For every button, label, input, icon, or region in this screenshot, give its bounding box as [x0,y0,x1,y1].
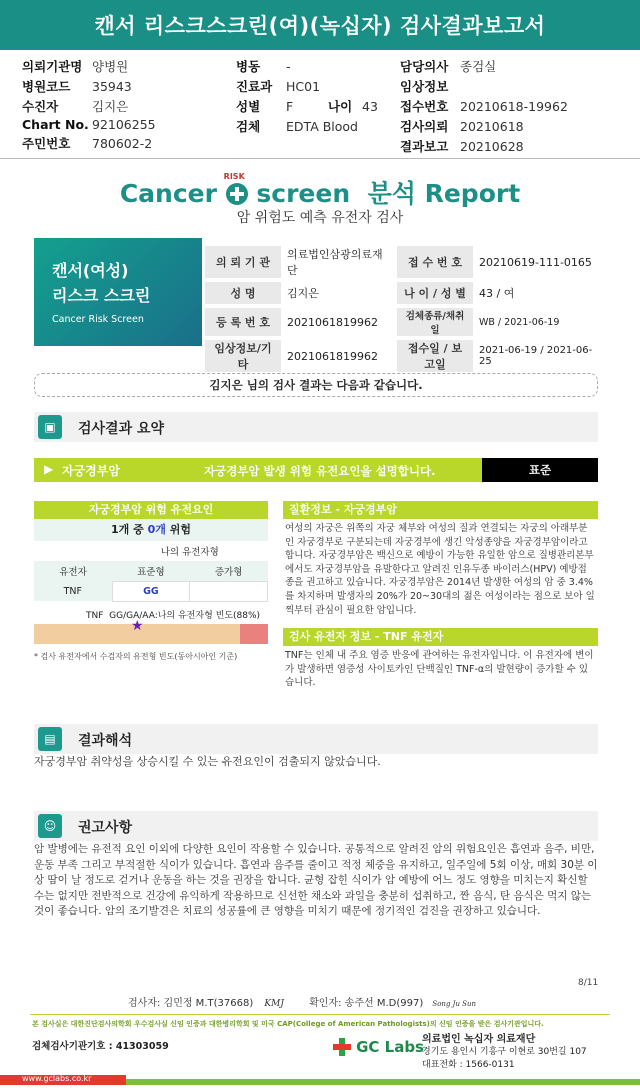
footer-line [30,1014,610,1015]
interpretation-icon: ▤ [38,727,62,751]
info-label: 임상정보/기타 [205,340,281,372]
gene-info-body: TNF는 인체 내 주요 염증 반응에 관여하는 유전자입니다. 이 유전자에 변이가 발생하면 염증성 사이토카인 단백질인 TNF-α의 발현량이 증가할 수 있습니다. [285,650,594,689]
info-value: WB / 2021-06-19 [479,316,560,328]
card-en: Cancer Risk Screen [52,314,144,325]
info-value: 2021061819962 [287,315,378,329]
header-key: 성별 [236,99,261,114]
freq-caption [34,608,268,621]
header-value [460,76,568,96]
risk-panel-title: 자궁경부암 위험 유전요인 [34,501,268,519]
gene-inc-value [190,581,268,601]
info-value: 2021061819962 [287,349,378,363]
recommend-heading-row [34,811,598,841]
risk-factor-panel [34,501,268,662]
bar-label: 자궁경부암 [62,464,120,478]
risk-count-pre: 1개 중 [111,523,144,536]
age-value: 43 [362,98,378,114]
logo-report: Report [424,179,521,208]
risk-count [34,519,268,541]
info-label: 등 록 번 호 [205,308,281,336]
header-value: F [286,98,294,114]
gene-col-header: 유전자 [34,561,112,581]
genotype-table [34,541,268,602]
header-key: Chart No. [22,117,89,132]
summary-icon: ▣ [38,415,62,439]
examiner [128,994,476,1009]
brand-subtitle: 암 위험도 예측 유전자 검사 [236,210,404,226]
std-col-header: 표준형 [112,561,190,581]
recommend-body: 암 발병에는 유전적 요인 이외에 다양한 요인이 작용할 수 있습니다. 공통적으로 알려진 암의 위험요인은 흡연과 음주, 비만, 운동 부족 그리고 부적절한 식이가 있습니다. 흡연과 음주를 줄이고 적정 체중을 유지하고, 일주일에 5회 이상, 매회 30분 이상 땀이 날 정도로 걷거나 운동을 하는 것을 권장을 합니다. 균형 잡힌 식이가 암 예방에 어느 정도 영향을 미치는지 확신할 수는 없지만 전반적으로 건강에 유익하게 작용하므로 신선한 채소와 과일을 충분히 섭취하고, 짠 음식, 탄 음식은 먹지 않는 것이 좋습니다. 암의 조기발견은 치료의 성공률에 큰 영향을 미치기 때문에 정기적인 검진을 권장하고 있습니다. [34,843,598,918]
header-key: 검체 [236,119,261,134]
org-address: 경기도 용인시 기흥구 이현로 30번길 107 [422,1047,587,1057]
info-row [205,282,601,304]
header-key: 담당의사 [400,59,449,74]
info-row [205,340,601,372]
examiner-signature: KMJ [264,999,284,1009]
header-key: 진료과 [236,79,273,94]
header-value: 양병원 [92,59,129,74]
header-key: 임상정보 [400,79,449,94]
age-label: 나이 [328,99,353,114]
checker-signature: Song Ju Sun [432,1000,476,1008]
inc-col-header: 증가형 [190,561,268,581]
logo-risk: RISK [223,172,245,181]
recommend-heading: 권고사항 [78,820,133,836]
header-value: 35943 [92,78,132,94]
interpretation-body: 자궁경부암 취약성을 상승시킬 수 있는 유전요인이 검출되지 않았습니다. [34,755,381,768]
header-key: 의뢰기관명 [22,59,83,74]
org-phone: 대표전화 : 1566-0131 [422,1060,515,1070]
risk-plus-icon [223,172,248,205]
header-value: - [286,58,291,74]
header-col1 [22,56,156,153]
card-line2: 리스크 스크린 [52,286,151,305]
header-key: 병동 [236,59,261,74]
freq-gene: TNF [86,610,104,621]
interpretation-heading: 결과해석 [78,733,133,749]
info-label: 의 뢰 기 관 [205,246,281,278]
header-value: 20210618 [460,118,524,134]
result-notice [34,373,598,397]
header-key: 병원코드 [22,79,71,94]
notice-text: 김지은 님의 검사 결과는 다음과 같습니다. [209,378,423,392]
header-value: HC01 [286,78,321,94]
header-divider [0,158,640,159]
header-col3 [400,56,568,156]
info-value: 김지은 [287,287,319,300]
gene-name: TNF [34,581,112,601]
disease-info-panel [283,501,598,617]
agency-number: 검체검사기관기호 : 41303059 [32,1041,169,1052]
footnote: * 검사 유전자에서 수검자의 유전형 빈도(동아시아인 기준) [34,651,238,661]
disease-body: 여성의 자궁은 위쪽의 자궁 체부와 여성의 질과 연결되는 자궁의 아래부분인 자궁경부로 구분되는데 자궁경부에 생긴 악성종양을 자궁경부암이라고 합니다. 자궁경부암은 백신으로 예방이 가능한 유일한 암으로 질병관리본부에서도 자궁경부암을 유발한다고 알려진 인유두종 바이러스(HPV) 예방접종을 권고하고 있습니다. 자궁경부암은 2014년 발생한 여성의 암 중 3.4%를 차지하며 발생자의 20%가 20~30대의 젊은 여성이라는 점으로 보아 일찍부터 관심이 필요한 암입니다. [285,523,595,616]
org-name: 의료법인 녹십자 의료재단 [422,1034,536,1045]
star-icon: ★ [131,617,144,634]
header-value: 20210628 [460,138,524,154]
info-value: 20210619-111-0165 [479,255,592,269]
freq-text: GG/GA/AA:나의 유전자형 빈도(88%) [109,610,261,621]
info-value: 2021-06-19 / 2021-06-25 [479,345,593,367]
freq-bar [34,617,268,644]
info-label: 접수일 / 보고일 [397,340,473,372]
play-icon: ▶ [44,462,54,476]
info-row [205,246,601,278]
gc-cross-icon [333,1038,351,1056]
cert-text: 본 검사실은 대한진단검사의학회 우수검사실 신임 인증과 대한병리학회 및 미국 CAP(College of American Pathologists)의 신임 인증을 받은 검사기관입니다. [32,1020,544,1028]
header-value: 92106255 [92,117,156,132]
header-value: EDTA Blood [286,118,358,134]
my-gene-header: 나의 유전자형 [112,541,268,561]
org-block [422,1033,587,1072]
gene-info-title: 검사 유전자 정보 - TNF 유전자 [283,628,598,646]
header-value: 김지은 [92,99,129,114]
info-label: 검체종류/채취일 [397,308,473,336]
logo-analysis: 분석 [367,179,416,208]
cervical-result-bar [34,458,598,482]
footer-url[interactable]: www.gclabs.co.kr [22,1074,92,1083]
checker-text: 확인자: 송주선 M.D(997) [309,998,424,1009]
people-icon: ☺ [38,814,62,838]
gc-labs-logo [333,1037,424,1056]
report-title: 캔서 리스크스크린(여)(녹십자) 검사결과보고서 [0,0,640,50]
header-col2 [236,56,378,136]
gc-labs-text: GC Labs [356,1038,424,1056]
cancer-screen-logo [0,174,640,210]
info-label: 접 수 번 호 [397,246,473,278]
test-name-card [34,238,202,346]
logo-cancer: Cancer [119,179,217,208]
page-number: 8/11 [578,978,599,988]
header-key: 검사의뢰 [400,119,449,134]
card-line1: 캔서(여성) [52,261,129,280]
logo-screen: screen [256,179,351,208]
disease-title: 질환정보 - 자궁경부암 [283,501,598,519]
risk-count-post: 위험 [169,523,191,536]
footer-url-bar [0,1075,126,1085]
header-key: 수진자 [22,99,59,114]
summary-heading-row [34,412,598,442]
status-badge: 표준 [482,458,598,482]
risk-count-num: 0개 [147,523,166,536]
header-value: 780602-2 [92,135,153,151]
patient-info-table [205,242,601,376]
summary-heading: 검사결과 요약 [78,421,165,437]
header-key: 접수번호 [400,99,449,114]
bar-desc: 자궁경부암 발생 위험 유전요인을 설명합니다. [204,464,436,478]
info-value: 의료법인삼광의료재단 [287,248,383,277]
info-label: 나 이 / 성 별 [397,282,473,304]
header-value: 20210618-19962 [460,98,568,114]
info-label: 성 명 [205,282,281,304]
gene-std-value: GG [112,581,190,601]
gene-info-panel [283,628,598,690]
freq-bar-high [240,624,268,644]
header-key: 주민번호 [22,136,71,151]
footer-green-strip [126,1079,640,1085]
header-value: 종검실 [460,59,497,74]
examiner-text: 검사자: 김민정 M.T(37668) [128,998,254,1009]
info-row [205,308,601,336]
header-key: 결과보고 [400,139,449,154]
info-value: 43 / 여 [479,287,515,300]
interpretation-heading-row [34,724,598,754]
